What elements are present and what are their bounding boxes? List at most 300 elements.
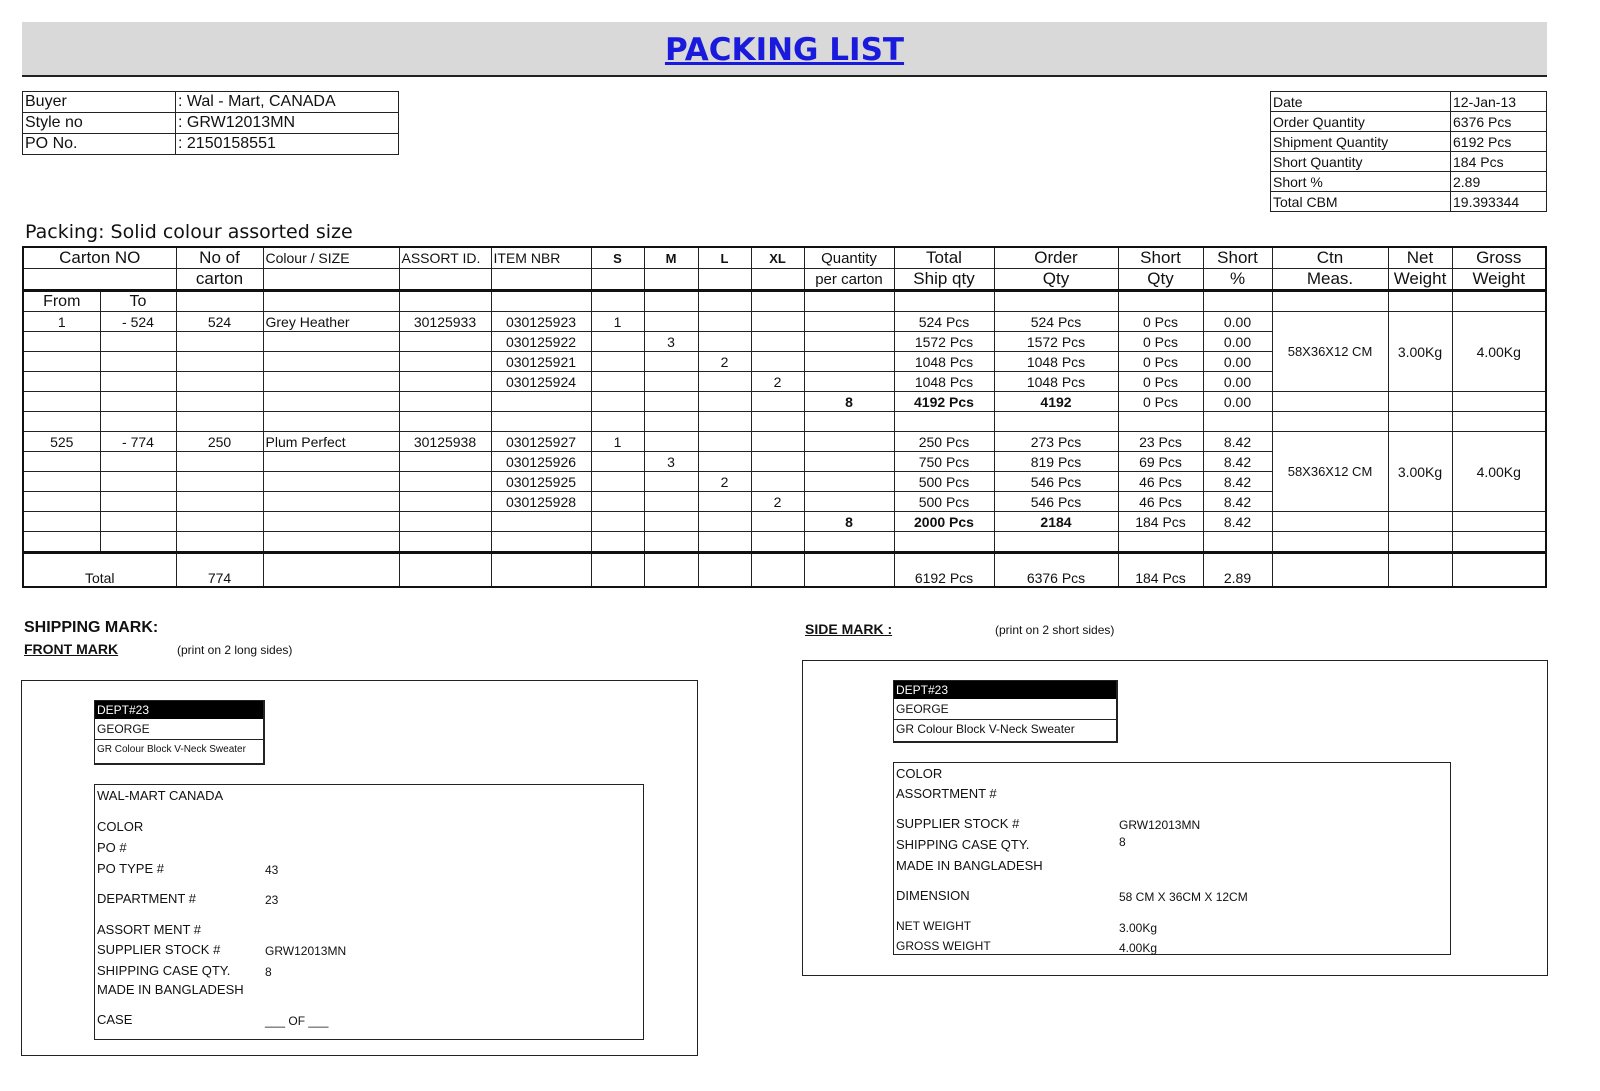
cell: 8.42 <box>1203 472 1272 492</box>
table-row <box>23 412 1546 432</box>
mark-value: 4.00Kg <box>1119 941 1158 955</box>
cell <box>23 332 100 352</box>
cell: 1048 Pcs <box>894 372 994 392</box>
cell <box>1388 512 1452 532</box>
packing-table <box>22 246 1547 588</box>
front-label-box <box>94 700 265 765</box>
ctn-gross: 4.00Kg <box>1452 432 1546 512</box>
cell: 2 <box>751 372 804 392</box>
column-header: No of <box>176 247 263 269</box>
cell: 030125924 <box>491 372 591 392</box>
dept-label: DEPT#23 <box>894 681 1116 699</box>
cell <box>23 452 100 472</box>
cell <box>399 553 491 588</box>
cell: 2000 Pcs <box>894 512 994 532</box>
cell: 2.89 <box>1203 553 1272 588</box>
cell <box>491 553 591 588</box>
cell <box>698 412 751 432</box>
cell: 2 <box>698 352 751 372</box>
mark-label: COLOR <box>896 766 943 781</box>
cell <box>491 291 591 312</box>
cell: 0 Pcs <box>1118 332 1203 352</box>
cell <box>100 472 176 492</box>
cell <box>176 392 263 412</box>
cell <box>399 512 491 532</box>
mark-label: ASSORT MENT # <box>97 922 202 937</box>
cell <box>1388 532 1452 553</box>
table-row <box>23 291 1546 312</box>
mark-label: COLOR <box>97 819 144 834</box>
cell: 1 <box>591 312 644 332</box>
column-header: L <box>698 247 751 269</box>
mark-label: SUPPLIER STOCK # <box>97 942 221 957</box>
cell: 8.42 <box>1203 452 1272 472</box>
cell: 184 Pcs <box>1451 152 1547 172</box>
cell <box>176 472 263 492</box>
cell <box>399 392 491 412</box>
cell <box>23 472 100 492</box>
cell: 750 Pcs <box>894 452 994 472</box>
mark-label: ASSORTMENT # <box>896 786 997 801</box>
header-row <box>23 247 1546 269</box>
cell <box>399 372 491 392</box>
page-title: PACKING LIST <box>664 32 905 68</box>
front-mark-title: FRONT MARK <box>24 641 119 657</box>
cell <box>1203 532 1272 553</box>
cell <box>804 553 894 588</box>
cell <box>100 492 176 512</box>
cell <box>176 352 263 372</box>
cell <box>1452 392 1546 412</box>
table-row <box>23 512 1546 532</box>
column-header: Ctn <box>1272 247 1388 269</box>
cell: 8.42 <box>1203 492 1272 512</box>
cell <box>491 392 591 412</box>
cell: 0.00 <box>1203 352 1272 372</box>
cell: 184 Pcs <box>1118 512 1203 532</box>
mark-label: DIMENSION <box>896 888 970 903</box>
cell <box>644 532 698 553</box>
ctn-net: 3.00Kg <box>1388 312 1452 392</box>
cell: 8 <box>804 512 894 532</box>
cell <box>644 512 698 532</box>
cell: 0 Pcs <box>1118 352 1203 372</box>
cell: 1048 Pcs <box>994 352 1118 372</box>
brand-label: GEORGE <box>894 699 1116 720</box>
cell <box>698 432 751 452</box>
cell <box>176 512 263 532</box>
cell <box>100 452 176 472</box>
front-mark-details <box>94 784 644 1040</box>
cell: 524 Pcs <box>994 312 1118 332</box>
cell <box>23 352 100 372</box>
column-header: Net <box>1388 247 1452 269</box>
cell <box>263 553 399 588</box>
cell <box>591 472 644 492</box>
dept-label: DEPT#23 <box>95 701 263 719</box>
column-header: carton <box>176 269 263 291</box>
cell <box>1452 532 1546 553</box>
brand-label: GEORGE <box>95 719 263 740</box>
cell <box>399 332 491 352</box>
column-header: Order <box>994 247 1118 269</box>
cell <box>994 412 1118 432</box>
mark-label: GROSS WEIGHT <box>896 939 991 953</box>
cell <box>591 291 644 312</box>
cell <box>751 532 804 553</box>
cell <box>591 372 644 392</box>
cell <box>1388 553 1452 588</box>
cell <box>804 472 894 492</box>
cell <box>894 291 994 312</box>
cell: 2184 <box>994 512 1118 532</box>
ctn-net: 3.00Kg <box>1388 432 1452 512</box>
cell <box>23 392 100 412</box>
cell: 524 Pcs <box>894 312 994 332</box>
cell: 1 <box>591 432 644 452</box>
cell: 030125927 <box>491 432 591 452</box>
cell <box>804 332 894 352</box>
cell <box>591 332 644 352</box>
cell <box>399 492 491 512</box>
cell: Plum Perfect <box>263 432 399 452</box>
column-header: % <box>1203 269 1272 291</box>
cell: 030125925 <box>491 472 591 492</box>
cell <box>644 372 698 392</box>
side-label-box <box>893 680 1118 743</box>
cell <box>1452 412 1546 432</box>
table-row <box>23 432 1546 452</box>
cell: Short % <box>1271 172 1451 192</box>
column-header: Gross <box>1452 247 1546 269</box>
cell: 030125922 <box>491 332 591 352</box>
cell: 030125921 <box>491 352 591 372</box>
side-mark-title: SIDE MARK : <box>805 621 893 637</box>
cell <box>176 492 263 512</box>
title-bar <box>22 22 1547 77</box>
ctn-meas: 58X36X12 CM <box>1272 312 1388 392</box>
cell <box>698 291 751 312</box>
cell <box>1272 392 1388 412</box>
cell <box>263 332 399 352</box>
cell <box>591 532 644 553</box>
cell <box>591 452 644 472</box>
cell <box>644 412 698 432</box>
cell: 1048 Pcs <box>994 372 1118 392</box>
cell <box>263 352 399 372</box>
side-mark-box <box>802 660 1548 976</box>
cell <box>1388 392 1452 412</box>
column-header: M <box>644 247 698 269</box>
column-header: Carton NO <box>23 247 176 269</box>
total-label: Total <box>23 553 176 588</box>
cell: 19.393344 <box>1451 192 1547 212</box>
mark-label: DEPARTMENT # <box>97 891 196 906</box>
cell: 250 <box>176 432 263 452</box>
front-mark-box <box>21 680 698 1056</box>
cell <box>804 372 894 392</box>
cell <box>591 412 644 432</box>
cell: 030125928 <box>491 492 591 512</box>
cell: 525 <box>23 432 100 452</box>
cell <box>263 392 399 412</box>
cell <box>804 352 894 372</box>
cell <box>1118 291 1203 312</box>
column-header: Ship qty <box>894 269 994 291</box>
cell <box>751 312 804 332</box>
cell: Short Quantity <box>1271 152 1451 172</box>
cell <box>591 492 644 512</box>
column-header <box>644 269 698 291</box>
cell <box>644 352 698 372</box>
cell <box>698 553 751 588</box>
column-header: Short <box>1203 247 1272 269</box>
summary-row <box>1271 172 1547 192</box>
cell <box>751 452 804 472</box>
cell: 23 Pcs <box>1118 432 1203 452</box>
cell <box>804 291 894 312</box>
cell: Total CBM <box>1271 192 1451 212</box>
summary-row <box>1271 92 1547 112</box>
cell <box>491 412 591 432</box>
cell: 0.00 <box>1203 372 1272 392</box>
cell <box>100 372 176 392</box>
cell <box>23 372 100 392</box>
table-row <box>23 312 1546 332</box>
cell <box>698 312 751 332</box>
cell <box>698 372 751 392</box>
cell: 0 Pcs <box>1118 392 1203 412</box>
cell <box>1272 291 1388 312</box>
cell: 1048 Pcs <box>894 352 994 372</box>
column-header <box>23 269 176 291</box>
column-header <box>491 269 591 291</box>
cell: Date <box>1271 92 1451 112</box>
cell <box>751 392 804 412</box>
cell <box>751 291 804 312</box>
column-header: ASSORT ID. <box>399 247 491 269</box>
cell: Grey Heather <box>263 312 399 332</box>
cell <box>1118 532 1203 553</box>
cell <box>644 553 698 588</box>
cell <box>1452 553 1546 588</box>
cell <box>698 512 751 532</box>
mark-value: 3.00Kg <box>1119 921 1158 935</box>
cell: 500 Pcs <box>894 492 994 512</box>
header-row <box>23 269 1546 291</box>
cell <box>263 372 399 392</box>
cell <box>263 472 399 492</box>
cell: : GRW12013MN <box>176 113 399 134</box>
desc-label: GR Colour Block V-Neck Sweater <box>97 744 246 755</box>
mark-value: 8 <box>265 965 272 979</box>
shipping-mark-title: SHIPPING MARK: <box>24 619 159 636</box>
column-header: ITEM NBR <box>491 247 591 269</box>
cell: 250 Pcs <box>894 432 994 452</box>
ctn-meas: 58X36X12 CM <box>1272 432 1388 512</box>
column-header: Colour / SIZE <box>263 247 399 269</box>
mark-value: 43 <box>265 863 279 877</box>
cell: 524 <box>176 312 263 332</box>
cell: 8.42 <box>1203 512 1272 532</box>
cell <box>23 412 100 432</box>
column-header <box>263 269 399 291</box>
cell: 0.00 <box>1203 332 1272 352</box>
cell <box>399 472 491 492</box>
cell <box>100 352 176 372</box>
cell: 4192 <box>994 392 1118 412</box>
cell: 774 <box>176 553 263 588</box>
cell <box>751 472 804 492</box>
cell: PO No. <box>23 134 176 155</box>
cell: 030125926 <box>491 452 591 472</box>
cell <box>644 312 698 332</box>
cell <box>176 452 263 472</box>
cell <box>751 412 804 432</box>
mark-label: MADE IN BANGLADESH <box>97 982 244 997</box>
cell <box>1118 412 1203 432</box>
cell <box>591 553 644 588</box>
cell: 273 Pcs <box>994 432 1118 452</box>
cell: 3 <box>644 332 698 352</box>
column-header <box>591 269 644 291</box>
cell: 6192 Pcs <box>894 553 994 588</box>
cell <box>1272 532 1388 553</box>
cell <box>176 291 263 312</box>
cell: 2 <box>751 492 804 512</box>
info-row <box>23 134 399 155</box>
cell <box>100 532 176 553</box>
cell: 69 Pcs <box>1118 452 1203 472</box>
cell <box>1203 291 1272 312</box>
cell <box>698 532 751 553</box>
cell: 46 Pcs <box>1118 472 1203 492</box>
cell <box>644 392 698 412</box>
cell: 6376 Pcs <box>1451 112 1547 132</box>
cell: Order Quantity <box>1271 112 1451 132</box>
cell <box>399 532 491 553</box>
cell <box>23 492 100 512</box>
cell: 184 Pcs <box>1118 553 1203 588</box>
cell: 0.00 <box>1203 392 1272 412</box>
summary-row <box>1271 112 1547 132</box>
cell <box>804 412 894 432</box>
column-header: Quantity <box>804 247 894 269</box>
cell: 2.89 <box>1451 172 1547 192</box>
cell: 546 Pcs <box>994 492 1118 512</box>
cell <box>263 492 399 512</box>
cell <box>263 291 399 312</box>
cell <box>491 512 591 532</box>
mark-label: CASE <box>97 1012 133 1027</box>
cell <box>894 412 994 432</box>
summary-row <box>1271 152 1547 172</box>
cell: 30125933 <box>399 312 491 332</box>
mark-value: GRW12013MN <box>265 944 347 958</box>
cell <box>644 432 698 452</box>
mark-value: 8 <box>1119 835 1126 849</box>
cell <box>804 492 894 512</box>
cell <box>1272 553 1388 588</box>
table-row <box>23 392 1546 412</box>
cell <box>644 291 698 312</box>
mark-value: GRW12013MN <box>1119 818 1201 832</box>
cell <box>176 532 263 553</box>
column-header: Weight <box>1452 269 1546 291</box>
cell <box>751 512 804 532</box>
mark-value: ___ OF ___ <box>265 1014 329 1028</box>
cell: 8.42 <box>1203 432 1272 452</box>
cell: 546 Pcs <box>994 472 1118 492</box>
mark-label: SHIPPING CASE QTY. <box>896 837 1030 852</box>
cell <box>804 312 894 332</box>
cell: 4192 Pcs <box>894 392 994 412</box>
column-header: Meas. <box>1272 269 1388 291</box>
cell <box>399 412 491 432</box>
cell: 819 Pcs <box>994 452 1118 472</box>
cell: - 774 <box>100 432 176 452</box>
cell <box>1452 291 1546 312</box>
side-mark-note: (print on 2 short sides) <box>995 623 1115 637</box>
mark-label: PO TYPE # <box>97 861 164 876</box>
cell <box>176 412 263 432</box>
mark-label: WAL-MART CANADA <box>97 788 224 803</box>
column-header: Weight <box>1388 269 1452 291</box>
desc-label: GR Colour Block V-Neck Sweater <box>896 722 1075 736</box>
side-mark-details <box>893 762 1451 955</box>
column-header: Qty <box>994 269 1118 291</box>
column-header: Short <box>1118 247 1203 269</box>
cell <box>804 432 894 452</box>
cell <box>100 332 176 352</box>
column-header: S <box>591 247 644 269</box>
cell <box>263 452 399 472</box>
mark-label: SHIPPING CASE QTY. <box>97 963 231 978</box>
cell: 030125923 <box>491 312 591 332</box>
column-header: Total <box>894 247 994 269</box>
cell <box>23 512 100 532</box>
column-header <box>399 269 491 291</box>
cell <box>23 532 100 553</box>
cell <box>804 452 894 472</box>
cell: 1572 Pcs <box>994 332 1118 352</box>
cell <box>751 352 804 372</box>
cell <box>698 332 751 352</box>
cell <box>176 372 263 392</box>
cell <box>1452 512 1546 532</box>
cell: 6192 Pcs <box>1451 132 1547 152</box>
cell: 6376 Pcs <box>994 553 1118 588</box>
cell <box>698 392 751 412</box>
cell <box>751 332 804 352</box>
cell: 30125938 <box>399 432 491 452</box>
cell: 0.00 <box>1203 312 1272 332</box>
cell <box>1203 412 1272 432</box>
cell: 1 <box>23 312 100 332</box>
cell <box>399 452 491 472</box>
cell <box>994 532 1118 553</box>
cell: 2 <box>698 472 751 492</box>
buyer-info-table <box>22 91 399 155</box>
mark-value: 23 <box>265 893 279 907</box>
to-label: To <box>100 291 176 312</box>
front-mark-note: (print on 2 long sides) <box>177 643 293 657</box>
mark-label: NET WEIGHT <box>896 919 972 933</box>
column-header <box>698 269 751 291</box>
cell: 46 Pcs <box>1118 492 1203 512</box>
cell <box>491 532 591 553</box>
cell: Style no <box>23 113 176 134</box>
